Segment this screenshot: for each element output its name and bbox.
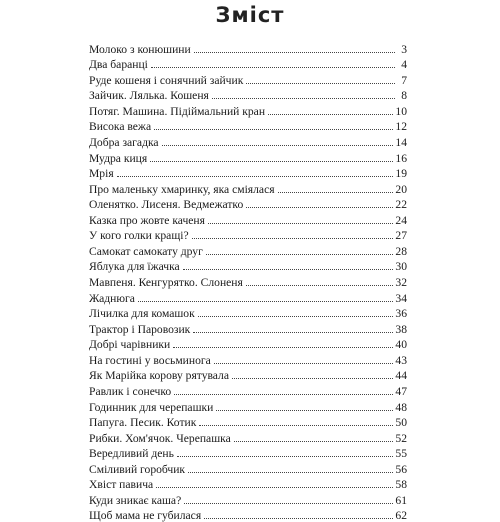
toc-entry-title: Яблука для їжачка — [89, 260, 180, 274]
dot-leader — [278, 192, 394, 193]
toc-entry — [89, 258, 407, 274]
dot-leader — [151, 67, 395, 68]
toc-entry-title: Щоб мама не губилася — [89, 509, 202, 522]
toc-entry-title: Мавпеня. Кенгурятко. Слоненя — [89, 276, 243, 289]
toc-entry-page-number: 22 — [395, 198, 407, 212]
dot-leader — [198, 316, 394, 317]
toc-entry — [89, 367, 407, 383]
toc-entry-title: Сміливий горобчик — [89, 462, 186, 476]
dot-leader — [208, 223, 393, 224]
toc-entry-page-number: 62 — [395, 509, 407, 522]
toc-entry-title: Мудра киця — [89, 151, 148, 165]
dot-leader — [214, 363, 394, 364]
toc-entry — [89, 180, 407, 196]
dot-leader — [173, 347, 393, 348]
toc-entry — [89, 273, 407, 289]
toc-entry-title: Самокат самокату друг — [89, 244, 203, 258]
toc-entry-page-number: 61 — [395, 493, 407, 507]
toc-entry-title: Висока вежа — [89, 120, 152, 134]
toc-entry-title: Равлик і сонечко — [89, 384, 172, 398]
toc-entry-title: Казка про жовте каченя — [89, 213, 205, 227]
toc-entry-title: Молоко з конюшини — [89, 42, 191, 56]
dot-leader — [193, 332, 393, 333]
dot-leader — [246, 285, 394, 286]
toc-entry-title: Про маленьку хмаринку, яка сміялася — [89, 182, 275, 196]
toc-entry — [89, 133, 407, 149]
toc-entry-page-number: 56 — [395, 462, 407, 476]
toc-entry-title: Два баранці — [89, 58, 148, 72]
toc-entry — [89, 429, 407, 445]
toc-entry — [89, 196, 407, 212]
toc-entry-page-number: 43 — [395, 353, 407, 367]
toc-entry — [89, 71, 407, 87]
toc-entry — [89, 242, 407, 258]
dot-leader — [154, 129, 393, 130]
toc-entry — [89, 491, 407, 507]
dot-leader — [184, 503, 393, 504]
dot-leader — [183, 269, 394, 270]
dot-leader — [138, 301, 393, 302]
toc-entry-page-number: 24 — [395, 213, 407, 227]
toc-entry-page-number: 52 — [395, 431, 407, 445]
toc-entry — [89, 445, 407, 461]
dot-leader — [212, 98, 395, 99]
toc-entry-page-number: 10 — [395, 104, 407, 118]
toc-entry-title: Добрі чарівники — [89, 338, 171, 352]
toc-entry-page-number: 38 — [395, 322, 407, 336]
dot-leader — [268, 114, 393, 115]
dot-leader — [162, 145, 394, 146]
toc-entry — [89, 382, 407, 398]
toc-entry — [89, 118, 407, 134]
toc-entry-page-number: 36 — [395, 307, 407, 321]
dot-leader — [232, 378, 393, 379]
toc-entry-title: Руде кошеня і сонячний зайчик — [89, 73, 244, 87]
toc-entry — [89, 289, 407, 305]
toc-entry-title: Потяг. Машина. Підіймальний кран — [89, 104, 266, 118]
toc-entry-title: Добра загадка — [89, 135, 159, 149]
toc-entry-title: Мрія — [89, 167, 114, 181]
toc-entry-page-number: 16 — [395, 151, 407, 165]
dot-leader — [246, 83, 395, 84]
dot-leader — [156, 487, 393, 488]
toc-entry-page-number: 20 — [395, 182, 407, 196]
toc-entry-page-number: 8 — [401, 89, 407, 103]
toc-entry — [89, 149, 407, 165]
table-of-contents — [89, 40, 407, 522]
toc-entry — [89, 227, 407, 243]
toc-entry-title: Зайчик. Лялька. Кошеня — [89, 89, 209, 103]
toc-entry — [89, 102, 407, 118]
dot-leader — [246, 207, 393, 208]
dot-leader — [174, 394, 393, 395]
toc-entry-page-number: 58 — [395, 478, 407, 492]
toc-entry-page-number: 47 — [395, 384, 407, 398]
toc-entry-page-number: 14 — [395, 135, 407, 149]
dot-leader — [117, 176, 394, 177]
toc-entry-title: Вередливий день — [89, 447, 174, 461]
toc-entry-page-number: 3 — [401, 42, 407, 56]
toc-entry-title: Папуга. Песик. Котик — [89, 416, 197, 430]
toc-entry — [89, 40, 407, 56]
toc-entry-title: Годинник для черепашки — [89, 400, 214, 414]
dot-leader — [206, 254, 394, 255]
toc-entry-page-number: 27 — [395, 229, 407, 243]
toc-entry — [89, 507, 407, 522]
toc-entry-page-number: 28 — [395, 244, 407, 258]
toc-entry-page-number: 40 — [395, 338, 407, 352]
toc-entry-page-number: 48 — [395, 400, 407, 414]
dot-leader — [177, 456, 394, 457]
toc-entry — [89, 414, 407, 430]
dot-leader — [150, 161, 393, 162]
dot-leader — [188, 472, 393, 473]
dot-leader — [194, 52, 395, 53]
dot-leader — [192, 238, 394, 239]
toc-entry — [89, 211, 407, 227]
toc-entry-title: Жаднюга — [89, 291, 135, 305]
toc-entry-title: На гостині у восьминога — [89, 353, 211, 367]
toc-entry — [89, 305, 407, 321]
toc-entry — [89, 460, 407, 476]
toc-entry-page-number: 30 — [395, 260, 407, 274]
toc-entry-page-number: 4 — [401, 58, 407, 72]
toc-entry-title: Оленятко. Лисеня. Ведмежатко — [89, 198, 244, 212]
toc-entry-page-number: 50 — [395, 416, 407, 430]
toc-entry-page-number: 19 — [395, 167, 407, 181]
toc-entry-title: Як Марійка корову рятувала — [89, 369, 229, 383]
toc-entry-title: Куди зникає каша? — [89, 493, 182, 507]
dot-leader — [216, 410, 393, 411]
toc-entry-title: Лічилка для комашок — [89, 307, 195, 321]
toc-entry-page-number: 44 — [395, 369, 407, 383]
toc-entry — [89, 336, 407, 352]
toc-entry — [89, 398, 407, 414]
toc-entry-title: Хвіст павича — [89, 478, 154, 492]
toc-entry — [89, 56, 407, 72]
toc-entry-page-number: 34 — [395, 291, 407, 305]
dot-leader — [234, 441, 394, 442]
toc-entry — [89, 87, 407, 103]
toc-entry — [89, 351, 407, 367]
toc-entry-page-number: 12 — [395, 120, 407, 134]
dot-leader — [204, 518, 393, 519]
toc-entry-page-number: 7 — [401, 73, 407, 87]
toc-entry — [89, 165, 407, 181]
toc-entry-title: Рибки. Хом'ячок. Черепашка — [89, 431, 231, 445]
toc-entry-page-number: 32 — [395, 276, 407, 289]
toc-entry — [89, 320, 407, 336]
toc-entry-page-number: 55 — [395, 447, 407, 461]
toc-entry-title: У кого голки кращі? — [89, 229, 189, 243]
page-title: Зміст — [215, 3, 285, 27]
toc-entry-title: Трактор і Паровозик — [89, 322, 191, 336]
toc-entry — [89, 476, 407, 492]
dot-leader — [199, 425, 393, 426]
